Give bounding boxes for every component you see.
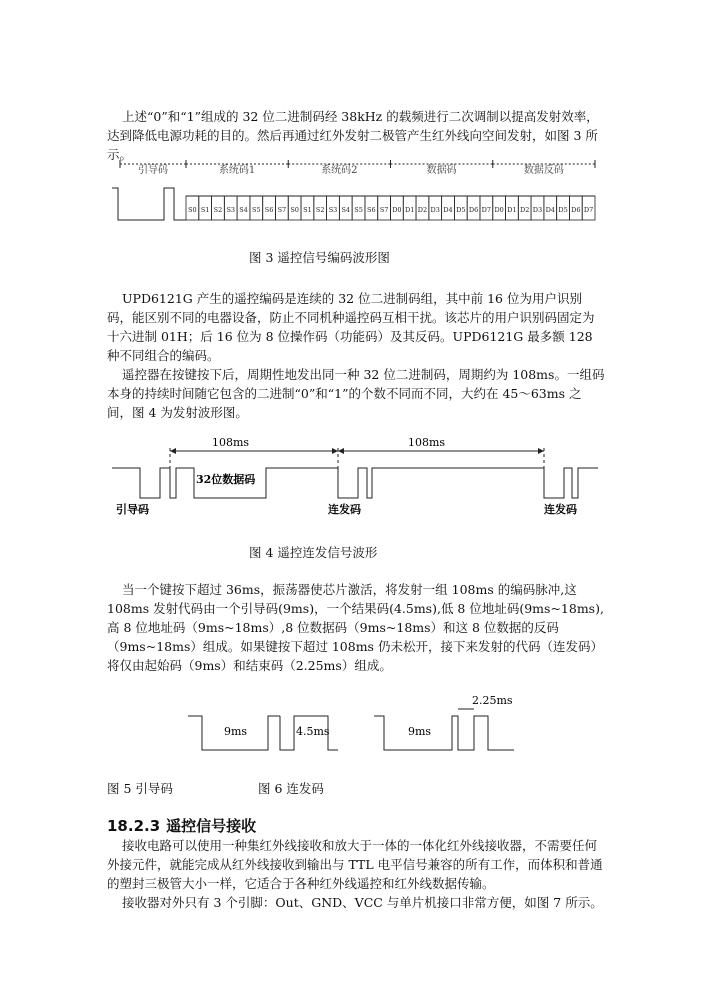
figure-6-caption: 图 6 连发码 xyxy=(258,781,324,796)
bit-cell-label: D1 xyxy=(404,206,415,214)
bit-cell-label: D4 xyxy=(545,206,555,214)
bit-cell-label: D7 xyxy=(583,206,594,214)
bit-cell-label: S1 xyxy=(200,206,210,214)
repeat-code-label-2: 连发码 xyxy=(544,503,577,516)
bit-cell-label: D2 xyxy=(520,206,530,214)
figure-4-signal-line xyxy=(112,468,598,498)
repeat-space-2-25ms: 2.25ms xyxy=(472,694,513,707)
bit-cell-label: D7 xyxy=(481,206,492,214)
figure-3-bit-cells xyxy=(186,196,595,220)
bit-cell-label: D2 xyxy=(417,206,428,214)
bit-cell-label: D3 xyxy=(430,206,440,214)
lead-code-label: 引导码 xyxy=(116,503,149,516)
bit-cell-label: S4 xyxy=(239,206,248,214)
paragraph-pins: 接收器对外只有 3 个引脚：Out、GND、VCC 与单片机接口非常方便，如图 7 所示。 xyxy=(122,895,603,910)
bit-cell-label: S1 xyxy=(303,206,312,214)
bit-cell-label: S2 xyxy=(213,206,223,214)
repeat-code-label-1: 连发码 xyxy=(328,503,361,516)
bit-cell-label: D0 xyxy=(392,206,402,214)
repeat-code-signal-line xyxy=(374,716,514,750)
bit-cell-label: D0 xyxy=(494,206,504,214)
figure-3-waveform xyxy=(112,158,598,226)
section-number: 18.2.3 xyxy=(107,817,161,835)
bit-cell-label: D3 xyxy=(532,206,543,214)
segment-label: 数据码 xyxy=(426,165,457,176)
bit-cell-label: S3 xyxy=(328,206,338,214)
bit-cell-label: D5 xyxy=(456,206,466,214)
section-title: 遥控信号接收 xyxy=(166,817,257,835)
bit-cell-label: S0 xyxy=(188,206,197,214)
paragraph-carrier-modulation: 上述“0”和“1”组成的 32 位二进制码经 38kHz 的载频进行二次调制以提高发射效率，达到降低电源功耗的目的。然后再通过红外发射二极管产生红外线向空间发射，如图 3 所示。 xyxy=(107,109,599,162)
period1-label: 108ms xyxy=(212,438,250,449)
segment-label: 系统码1 xyxy=(218,165,256,176)
data-code-label: 32位数据码 xyxy=(196,473,256,486)
figure-3-segment-labels xyxy=(138,163,564,176)
figure-5-6-waveforms xyxy=(188,694,528,756)
bit-cell-label: D4 xyxy=(443,206,453,214)
lead-mark-9ms: 9ms xyxy=(224,725,248,738)
paragraph-upd6121g: UPD6121G 产生的遥控编码是连续的 32 位二进制码组，其中前 16 位为用户识别码，能区别不同的电器设备，防止不同机种遥控码互相干扰。该芯片的用户识别码固定为十六进制 01H；后 16 位为 8 位操作码（功能码）及其反码。UPD6121G 最多额 128 种不同组合的编码。 xyxy=(107,291,595,363)
bit-cell-label: D1 xyxy=(507,206,517,214)
figure-4-caption: 图 4 遥控连发信号波形 xyxy=(249,545,378,560)
figure-4-waveform xyxy=(112,438,598,520)
segment-label: 引导码 xyxy=(138,165,168,176)
paragraph-receiver: 接收电路可以使用一种集红外线接收和放大于一体的一体化红外线接收器，不需要任何外接元件，就能完成从红外线接收到输出与 TTL 电平信号兼容的所有工作，而体积和普通的塑封三极管大小一样，它适合于各种红外线遥控和红外线数据传输。 xyxy=(107,838,603,891)
bit-cell-label: S5 xyxy=(252,206,261,214)
paragraph-period: 遥控器在按键按下后，周期性地发出同一种 32 位二进制码，周期约为 108ms。一组码本身的持续时间随它包含的二进制“0”和“1”的个数不同而不同，大约在 45～63ms 之间，图 4 为发射波形图。 xyxy=(107,367,605,420)
section-heading xyxy=(107,815,256,836)
paragraph-code-composition: 当一个键按下超过 36ms，振荡器使芯片激活，将发射一组 108ms 的编码脉冲,这 108ms 发射代码由一个引导码(9ms)，一个结果码(4.5ms),低 8 位地址码(9ms~18ms),高 8 位地址码（9ms~18ms）,8 位数据码（9ms~18ms）和这 8 位数据的反码（9ms~18ms）组成。如果键按下超过 108ms 仍未松开，接下来发射的代码（连发码）将仅由起始码（9ms）和结束码（2.25ms）组成。 xyxy=(107,582,604,673)
segment-label: 系统码2 xyxy=(321,165,358,176)
bit-cell-label: S7 xyxy=(379,206,389,214)
bit-cell-label: S6 xyxy=(264,206,274,214)
bit-cell-label: S0 xyxy=(290,206,299,214)
bit-cell-label: S6 xyxy=(367,206,376,214)
bit-cell-label: D6 xyxy=(468,206,479,214)
bit-cell-label: S2 xyxy=(315,206,325,214)
lead-space-4-5ms: 4.5ms xyxy=(296,725,330,738)
bit-cell-label: D6 xyxy=(571,206,581,214)
bit-cell-label: S3 xyxy=(226,206,236,214)
bit-cell-label: S7 xyxy=(277,206,287,214)
period2-label: 108ms xyxy=(408,438,446,449)
figure-5-caption: 图 5 引导码 xyxy=(107,781,173,796)
repeat-mark-9ms: 9ms xyxy=(408,725,432,738)
bit-cell-label: S5 xyxy=(354,206,363,214)
figure-3-caption: 图 3 遥控信号编码波形图 xyxy=(249,250,390,265)
segment-label: 数据反码 xyxy=(523,165,564,176)
bit-cell-label: S4 xyxy=(341,206,351,214)
bit-cell-label: D5 xyxy=(558,206,568,214)
leader-pulse xyxy=(112,188,186,220)
